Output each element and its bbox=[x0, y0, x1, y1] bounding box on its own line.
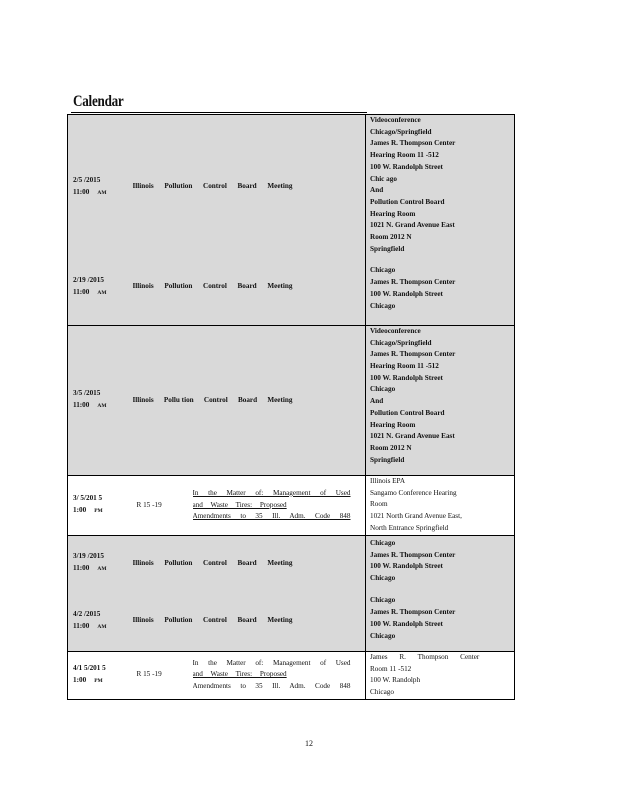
calendar-row-2 bbox=[68, 325, 515, 475]
description-cell bbox=[133, 325, 366, 475]
date-cell bbox=[68, 535, 133, 591]
meeting-word: Board bbox=[237, 395, 258, 404]
location-line: Hearing Room 11 -512 bbox=[370, 362, 439, 371]
event-date: 2/5 /2015 bbox=[73, 176, 101, 184]
location-line: Springfield bbox=[370, 244, 405, 253]
location-line: James R. Thompson Center bbox=[370, 550, 456, 559]
meeting-word: Board bbox=[237, 558, 257, 567]
location-line: 100 W. Randolph Street bbox=[370, 162, 443, 171]
location-cell bbox=[366, 651, 515, 699]
location-line: James R. Thompson Center bbox=[370, 278, 456, 287]
event-date: 3/ 5/201 5 bbox=[73, 494, 103, 503]
location-line: Videoconference bbox=[370, 326, 421, 335]
date-cell bbox=[68, 591, 133, 651]
event-time: 11:00 bbox=[73, 288, 90, 297]
event-date: 3/19 /2015 bbox=[73, 552, 104, 561]
event-ampm: AM bbox=[97, 402, 107, 409]
date-cell bbox=[68, 255, 133, 325]
event-date: 4/1 5/201 5 bbox=[73, 664, 106, 673]
event-ampm: AM bbox=[97, 290, 107, 297]
description-line: and Waste Tires: Proposed bbox=[192, 500, 287, 509]
description-line: In the Matter of: Management of Used bbox=[192, 658, 351, 667]
location-line: Chicago bbox=[370, 538, 396, 547]
date-cell bbox=[68, 115, 133, 256]
meeting-word: Control bbox=[203, 558, 227, 567]
location-line: 100 W. Randolph bbox=[370, 676, 421, 685]
location-line: Hearing Room 11 -512 bbox=[370, 151, 439, 160]
calendar-row-0 bbox=[68, 115, 515, 256]
location-line: Hearing Room bbox=[370, 420, 416, 429]
event-time: 11:00 bbox=[73, 187, 90, 196]
location-cell bbox=[366, 325, 515, 475]
description-cell bbox=[133, 591, 366, 651]
hearing-description bbox=[193, 488, 351, 523]
location-line: 1021 N. Grand Avenue East bbox=[370, 221, 455, 230]
event-date: 3/5 /2015 bbox=[73, 389, 101, 398]
meeting-word: Meeting bbox=[267, 558, 293, 567]
location-line: James R. Thompson Center bbox=[370, 652, 480, 661]
meeting-word: Board bbox=[237, 182, 257, 190]
location-line: And bbox=[370, 186, 384, 195]
docket-cell bbox=[133, 651, 193, 699]
meeting-word: Control bbox=[203, 616, 227, 625]
location-line: North Entrance Springfield bbox=[370, 523, 449, 532]
location-line: Chic ago bbox=[370, 174, 397, 183]
location-line: 100 W. Randolph Street bbox=[370, 289, 443, 298]
event-ampm: AM bbox=[97, 566, 107, 573]
location-line: 1021 N. Grand Avenue East bbox=[370, 432, 455, 441]
location-line: Chicago/Springfield bbox=[370, 127, 432, 136]
location-cell bbox=[366, 535, 515, 591]
event-ampm: PM bbox=[94, 507, 103, 514]
event-ampm: AM bbox=[97, 623, 107, 630]
description-cell bbox=[193, 475, 366, 535]
meeting-word: Pollu tion bbox=[163, 395, 194, 404]
meeting-word: Meeting bbox=[267, 282, 293, 291]
event-time: 11:00 bbox=[73, 564, 90, 573]
meeting-word: Illinois bbox=[132, 395, 154, 404]
location-line: Chicago bbox=[370, 596, 396, 605]
hearing-description bbox=[193, 658, 351, 693]
meeting-title bbox=[133, 395, 293, 407]
description-cell bbox=[133, 535, 366, 591]
meeting-word: Pollution bbox=[164, 616, 193, 625]
description-cell bbox=[133, 255, 366, 325]
location-cell bbox=[366, 255, 515, 325]
location-line: James R. Thompson Center bbox=[370, 139, 456, 148]
meeting-word: Control bbox=[203, 395, 228, 404]
location-line: Chicago bbox=[370, 688, 394, 697]
calendar-row-4 bbox=[68, 535, 515, 591]
meeting-word: Illinois bbox=[132, 282, 154, 291]
meeting-word: Meeting bbox=[267, 182, 293, 190]
location-cell bbox=[366, 591, 515, 651]
meeting-word: Pollution bbox=[164, 182, 193, 190]
calendar-row-3 bbox=[68, 475, 515, 535]
location-line: Hearing Room bbox=[370, 209, 416, 218]
location-line: Chicago bbox=[370, 574, 396, 583]
meeting-title bbox=[133, 181, 293, 193]
location-cell bbox=[366, 475, 515, 535]
description-cell bbox=[133, 115, 366, 256]
location-line: Room 2012 N bbox=[370, 233, 412, 242]
meeting-title bbox=[133, 558, 293, 570]
location-line: Room bbox=[370, 500, 388, 509]
location-line: Springfield bbox=[370, 455, 405, 464]
meeting-word: Pollution bbox=[164, 558, 193, 567]
calendar-row-5 bbox=[68, 591, 515, 651]
event-time: 11:00 bbox=[73, 400, 90, 409]
event-time: 11:00 bbox=[73, 621, 90, 630]
meeting-word: Board bbox=[237, 282, 257, 291]
meeting-word: Meeting bbox=[267, 616, 293, 625]
location-line: And bbox=[370, 397, 384, 406]
description-line: and Waste Tires: Proposed bbox=[192, 670, 287, 679]
meeting-word: Board bbox=[237, 616, 257, 625]
event-date: 4/2 /2015 bbox=[73, 609, 101, 618]
location-line: Sangamo Conference Hearing bbox=[370, 488, 457, 497]
meeting-word: Illinois bbox=[132, 182, 154, 190]
location-line: James R. Thompson Center bbox=[370, 608, 456, 617]
description-line: Amendments to 35 Ill. Adm. Code 848 bbox=[192, 512, 351, 521]
date-cell bbox=[68, 325, 133, 475]
event-ampm: PM bbox=[94, 677, 103, 684]
title-rule bbox=[71, 112, 367, 113]
description-line: In the Matter of: Management of Used bbox=[192, 488, 351, 497]
location-line: Videoconference bbox=[370, 116, 421, 124]
description-cell bbox=[193, 651, 366, 699]
calendar-row-6 bbox=[68, 651, 515, 699]
meeting-word: Pollution bbox=[164, 282, 193, 291]
page-number: 12 bbox=[305, 739, 313, 748]
location-line: Chicago bbox=[370, 266, 396, 275]
meeting-word: Meeting bbox=[267, 395, 293, 404]
event-time: 1:00 bbox=[73, 675, 87, 684]
location-line: 100 W. Randolph Street bbox=[370, 373, 443, 382]
event-time: 1:00 bbox=[73, 505, 87, 514]
docket-number: R 15 -19 bbox=[136, 500, 162, 509]
page-title: Calendar bbox=[73, 93, 124, 110]
location-line: Room 2012 N bbox=[370, 443, 412, 452]
location-line: Chicago bbox=[370, 631, 396, 640]
location-line: 1021 North Grand Avenue East, bbox=[370, 512, 462, 521]
location-line: Illinois EPA bbox=[370, 476, 406, 485]
location-line: Chicago bbox=[370, 385, 396, 394]
docket-number: R 15 -19 bbox=[136, 670, 162, 679]
event-ampm: AM bbox=[97, 189, 107, 196]
meeting-title bbox=[133, 281, 293, 293]
meeting-word: Illinois bbox=[132, 616, 154, 625]
location-line: Chicago bbox=[370, 301, 396, 310]
location-line: 100 W. Randolph Street bbox=[370, 619, 443, 628]
meeting-word: Control bbox=[203, 282, 227, 291]
meeting-word: Control bbox=[203, 182, 227, 190]
location-line: 100 W. Randolph Street bbox=[370, 562, 443, 571]
docket-cell bbox=[133, 475, 193, 535]
location-line: Chicago/Springfield bbox=[370, 338, 432, 347]
description-line: Amendments to 35 Ill. Adm. Code 848 bbox=[192, 682, 351, 691]
date-cell bbox=[68, 651, 133, 699]
event-date: 2/19 /2015 bbox=[73, 276, 104, 285]
meeting-title bbox=[133, 615, 293, 627]
location-line: Pollution Control Board bbox=[370, 408, 445, 417]
location-line: James R. Thompson Center bbox=[370, 350, 456, 359]
date-cell bbox=[68, 475, 133, 535]
location-cell bbox=[366, 115, 515, 256]
location-line: Pollution Control Board bbox=[370, 197, 445, 206]
meeting-word: Illinois bbox=[132, 558, 154, 567]
location-line: Room 11 -512 bbox=[370, 664, 412, 673]
calendar-row-1 bbox=[68, 255, 515, 325]
calendar-table bbox=[67, 114, 515, 700]
